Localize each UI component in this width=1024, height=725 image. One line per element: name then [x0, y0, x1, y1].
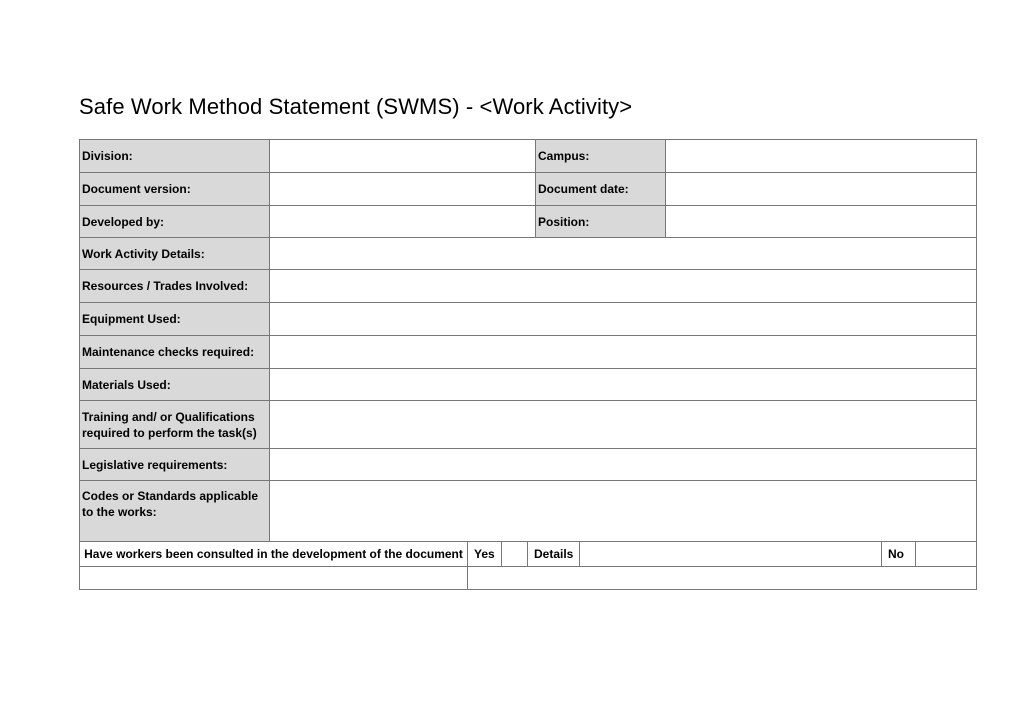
codes-label: Codes or Standards applicable to the works:	[79, 480, 270, 542]
maintenance-label: Maintenance checks required:	[79, 335, 270, 369]
codes-field[interactable]	[269, 480, 977, 542]
legislative-field[interactable]	[269, 448, 977, 481]
training-label: Training and/ or Qualifications required to perform the task(s)	[79, 400, 270, 449]
position-field[interactable]	[665, 205, 977, 238]
yes-checkbox[interactable]	[501, 541, 528, 567]
legislative-label: Legislative requirements:	[79, 448, 270, 481]
maintenance-field[interactable]	[269, 335, 977, 369]
position-label: Position:	[535, 205, 666, 238]
equipment-label: Equipment Used:	[79, 302, 270, 336]
document-version-label: Document version:	[79, 172, 270, 206]
details-label: Details	[527, 541, 580, 567]
division-field[interactable]	[269, 139, 536, 173]
campus-label: Campus:	[535, 139, 666, 173]
training-field[interactable]	[269, 400, 977, 449]
materials-label: Materials Used:	[79, 368, 270, 401]
developed-by-field[interactable]	[269, 205, 536, 238]
document-version-field[interactable]	[269, 172, 536, 206]
developed-by-label: Developed by:	[79, 205, 270, 238]
materials-field[interactable]	[269, 368, 977, 401]
work-activity-label: Work Activity Details:	[79, 237, 270, 270]
resources-label: Resources / Trades Involved:	[79, 269, 270, 303]
consultation-notes-right[interactable]	[467, 566, 977, 590]
work-activity-field[interactable]	[269, 237, 977, 270]
division-label: Division:	[79, 139, 270, 173]
consultation-question: Have workers been consulted in the development of the document	[79, 541, 468, 567]
no-checkbox[interactable]	[915, 541, 977, 567]
details-field[interactable]	[579, 541, 882, 567]
document-date-label: Document date:	[535, 172, 666, 206]
document-date-field[interactable]	[665, 172, 977, 206]
resources-field[interactable]	[269, 269, 977, 303]
yes-label: Yes	[467, 541, 502, 567]
equipment-field[interactable]	[269, 302, 977, 336]
page-title: Safe Work Method Statement (SWMS) - <Work Activity>	[79, 94, 633, 119]
campus-field[interactable]	[665, 139, 977, 173]
no-label: No	[881, 541, 916, 567]
consultation-notes-left[interactable]	[79, 566, 468, 590]
